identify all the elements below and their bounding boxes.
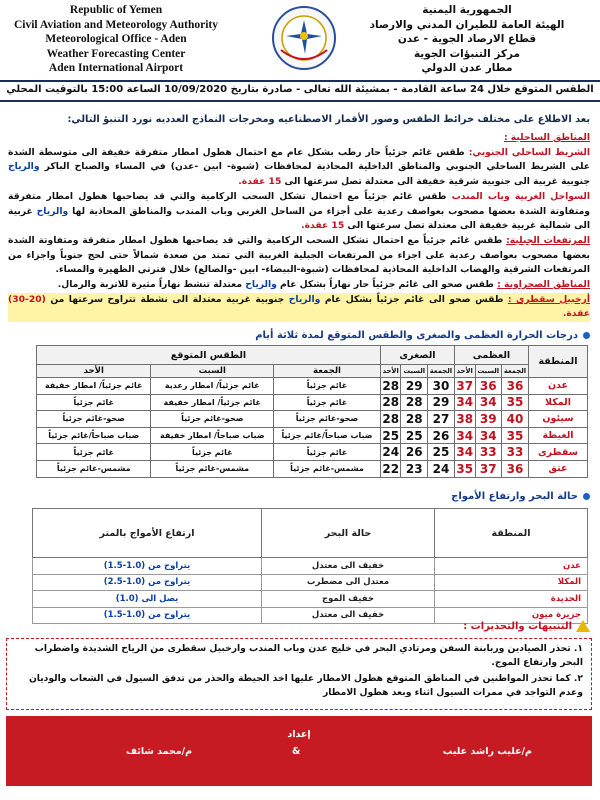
region-cell: سقطرى xyxy=(529,444,588,461)
sea-state-cell: خفيف الى معتدل xyxy=(262,607,435,624)
wave-height-cell: يتراوح من (1.0-1.5) xyxy=(33,558,262,575)
region-cell: عدن xyxy=(529,378,588,395)
max-temp-cell: 37 xyxy=(475,460,501,477)
divider xyxy=(0,100,600,102)
sea-region-cell: الحديدة xyxy=(435,591,588,608)
sea-region-cell: المكلا xyxy=(435,574,588,591)
divider xyxy=(0,80,600,82)
max-temp-cell: 35 xyxy=(501,394,528,411)
region-cell: عتق xyxy=(529,460,588,477)
west-coast-paragraph xyxy=(8,190,590,234)
min-temp-cell: 24 xyxy=(382,445,400,460)
wind-label: والرياح xyxy=(36,205,69,217)
min-temp-cell: 27 xyxy=(427,411,454,428)
south-coast-paragraph xyxy=(8,146,590,190)
min-temp-cell: 25 xyxy=(427,444,454,461)
west-coast-text: طقس غائم جزئياً مع احتمال تشكل السحب الركامية والتي قد يصاحبها هطول امطار متفرقة ومتفاوتة الشدة بعضها مصحوب بعواصف رعدية على أجزاء من الساحل الغربي وباب المندب والمناطق المحاذية لها xyxy=(8,190,590,217)
wind-speed: 15 عقدة. xyxy=(301,220,345,232)
weather-cell: مشمس-غائم جزئياً xyxy=(151,460,274,477)
temperature-table xyxy=(36,345,588,478)
forecast-header: الطقس المتوقع xyxy=(37,346,381,365)
bullet-icon xyxy=(583,493,590,500)
day-header: السبت xyxy=(151,365,274,378)
day-header: الجمعة xyxy=(501,365,528,378)
min-temp-cell: 22 xyxy=(382,461,400,476)
west-coast-title: السواحل الغربية وباب المندب xyxy=(451,190,590,202)
civil-aviation-meteorology-logo xyxy=(267,4,341,74)
weather-cell: مشمس-غائم جزئياً xyxy=(37,460,151,477)
highlands-paragraph xyxy=(8,234,590,278)
min-temp-cell: 29 xyxy=(427,394,454,411)
min-header: الصغرى xyxy=(380,346,454,365)
sea-section-title xyxy=(451,491,590,502)
region-cell: سيئون xyxy=(529,411,588,428)
min-temp-cell: 28 xyxy=(401,411,427,428)
max-temp-cell: 34 xyxy=(456,395,474,410)
coastal-title: المناطق الساحلية : xyxy=(503,132,590,143)
wind-label: والرياح xyxy=(8,161,40,173)
header-english xyxy=(6,3,226,76)
max-temp-cell: 34 xyxy=(456,428,474,443)
desert-title: المناطق الصحراوية : xyxy=(497,279,590,291)
table-row xyxy=(33,574,588,591)
header xyxy=(0,0,600,80)
weather-cell: غائم جزئياً xyxy=(37,394,151,411)
min-temp-cell: 28 xyxy=(382,378,400,393)
weather-cell: غائم جزئياً/ امطار رعدية xyxy=(151,378,274,395)
header-en-line: Meteorological Office - Aden xyxy=(45,33,187,46)
sea-region-header: المنطقة xyxy=(435,509,588,558)
day-header: الأحد xyxy=(380,365,401,378)
table-row xyxy=(33,558,588,575)
west-coast-wind-text: غربية الى شمالية غربية خفيفة الى معتدلة تصل سرعتها الى xyxy=(8,205,590,232)
max-temp-cell: 33 xyxy=(501,444,528,461)
highlands-title: المرتفعات الجبلية: xyxy=(506,234,591,246)
temperature-title-text: درجات الحرارة العظمى والصغرى والطقس المتوقع لمدة ثلاثة أيام xyxy=(255,330,578,341)
socotra-wind-text: جنوبية غربية معتدلة الى نشطة تتراوح سرعتها من xyxy=(50,293,285,305)
ampersand: & xyxy=(292,746,301,757)
weather-cell: ضباب صباحاً/غائم جزئياً xyxy=(37,427,151,444)
day-header: السبت xyxy=(475,365,501,378)
header-en-line: Civil Aviation and Meteorology Authority xyxy=(13,18,219,31)
author-name: م/محمد شائف xyxy=(126,746,193,757)
day-header: السبت xyxy=(401,365,427,378)
weather-cell: غائم جزئياً xyxy=(274,444,381,461)
min-temp-cell: 25 xyxy=(382,428,400,443)
region-cell: الغيظة xyxy=(529,427,588,444)
day-header: الجمعة xyxy=(427,365,454,378)
sea-state-header: حالة البحر xyxy=(262,509,435,558)
weather-cell: غائم جزئياً xyxy=(274,394,381,411)
warnings-box xyxy=(6,638,592,710)
table-row xyxy=(37,378,588,395)
weather-cell: غائم جزئياً xyxy=(274,378,381,395)
min-temp-cell: 28 xyxy=(382,411,400,426)
socotra-title: أرخبيل سقطرى : xyxy=(507,293,590,305)
temperature-section-title xyxy=(255,330,590,341)
max-temp-cell: 33 xyxy=(475,444,501,461)
min-temp-cell: 24 xyxy=(427,460,454,477)
desert-text: طقس صحو الى غائم جزئياً حار نهاراً بشكل عام xyxy=(280,279,494,291)
wind-speed: 15 عقدة. xyxy=(238,176,282,188)
wave-height-header: ارتفاع الأمواج بالمتر xyxy=(33,509,262,558)
wave-height-cell: يتراوح من (1.0-1.5) xyxy=(33,607,262,624)
warning-item: ٢. كما تحذر المواطنين في المناطق المتوقع هطول الامطار عليها اخذ الحيطة والحذر من تدفق السيول في الشعاب والوديان وعدم التواجد في ممرات السيول اثناء وبعد هطول الامطار xyxy=(28,673,583,698)
min-temp-cell: 28 xyxy=(382,395,400,410)
weather-cell: غائم جزئياً xyxy=(151,444,274,461)
bullet-icon xyxy=(583,332,590,339)
table-row xyxy=(37,444,588,461)
warnings-title-text: التنبيهات والتحذيرات : xyxy=(463,621,572,632)
region-header: المنطقة xyxy=(529,346,588,378)
prepared-by-footer xyxy=(6,716,592,786)
min-temp-cell: 29 xyxy=(401,378,427,395)
header-ar-line: الجمهورية اليمنية xyxy=(422,4,512,16)
wave-height-cell: يصل الى (1.0) xyxy=(33,591,262,608)
header-en-line: Republic of Yemen xyxy=(69,4,163,16)
max-temp-cell: 34 xyxy=(475,427,501,444)
issue-line: الطقس المتوقع خلال 24 ساعة القادمة - بمشيئة الله تعالى - صادرة بتاريخ 10/09/2020 الساعة 15:00 بالتوقيت المحلي xyxy=(6,84,594,95)
weather-cell: مشمس-غائم جزئياً xyxy=(274,460,381,477)
max-temp-cell: 36 xyxy=(501,378,528,395)
day-header: الجمعة xyxy=(274,365,381,378)
sea-title-text: حالة البحر وارتفاع الأمواج xyxy=(451,491,578,502)
weather-cell: ضباب صباحاً/ امطار خفيفة xyxy=(151,427,274,444)
author-name: م/عليب راشد عليب xyxy=(442,746,532,757)
table-row xyxy=(37,394,588,411)
south-coast-text: طقس غائم جزئياً حار رطب بشكل عام مع احتمال هطول امطار متفرقة خفيفة الى متوسطة الشدة على الشريط الساحلي الجنوبي والمناطق الداخلية المحاذية لمحافظات (شبوة- ابين -عدن) في المساء والصباح الباكر xyxy=(8,146,591,173)
day-header: الأحد xyxy=(37,365,151,378)
weather-cell: غائم جزئياً xyxy=(37,444,151,461)
socotra-text: طقس صحو الى غائم جزئياً بشكل عام xyxy=(324,293,504,305)
min-temp-cell: 30 xyxy=(427,378,454,395)
min-temp-cell: 23 xyxy=(401,460,427,477)
min-temp-cell: 26 xyxy=(427,427,454,444)
wave-height-cell: يتراوح من (1.0-2.5) xyxy=(33,574,262,591)
highlands-text: طقس غائم جزئياً مع احتمال تشكل السحب الركامية والتي قد يصاحبها هطول امطار متفرقة ومتفاوتة الشدة بعضها مصحوب بعواصف رعدية على اجزاء من المرتفعات الجبلية الغربية التي تمتد من صعدة شمالاً حتى لحج جنوباً واجزاء من المرتفعات الشرقية والهضاب الداخلية المحاذية لمحافظات (شبوة-البيضاء- ابين -والضالع) خلال فترتي الظهيرة والمساء. xyxy=(8,234,590,276)
wind-label: والرياح xyxy=(288,293,321,305)
weather-cell: غائم جزئياً/ امطار خفيفة xyxy=(151,394,274,411)
header-ar-line: قطاع الارصاد الجوية - عدن xyxy=(397,33,537,46)
table-row xyxy=(37,427,588,444)
weather-cell: صحو-غائم جزئياً xyxy=(37,411,151,428)
wind-label: والرياح xyxy=(245,279,277,291)
intro-text: بعد الاطلاع على مختلف خرائط الطقس وصور الأقمار الاصطناعيه ومخرجات النماذج العدديه نورد التنبؤ التالي: xyxy=(67,114,590,125)
max-temp-cell: 34 xyxy=(475,394,501,411)
desert-wind-text: معتدلة تنشط نهاراً مثيرة للاتربة والرمال. xyxy=(57,279,243,291)
prepared-by-label: إعداد xyxy=(287,729,311,740)
sea-state-cell: معتدل الى مضطرب xyxy=(262,574,435,591)
max-header: العظمى xyxy=(454,346,528,365)
table-row xyxy=(37,411,588,428)
region-cell: المكلا xyxy=(529,394,588,411)
max-temp-cell: 37 xyxy=(456,378,474,393)
socotra-paragraph xyxy=(8,293,590,322)
table-row xyxy=(33,591,588,608)
warning-icon xyxy=(576,620,590,632)
min-temp-cell: 26 xyxy=(401,444,427,461)
desert-paragraph xyxy=(8,278,590,293)
max-temp-cell: 36 xyxy=(475,378,501,395)
south-coast-title: الشريط الساحلي الجنوبي: xyxy=(468,146,590,158)
weather-cell: صحو-غائم جزئياً xyxy=(151,411,274,428)
header-ar-line: مطار عدن الدولي xyxy=(421,62,513,75)
sea-region-cell: عدن xyxy=(435,558,588,575)
forecast-text xyxy=(8,131,590,322)
sea-state-cell: خفيف الى معتدل xyxy=(262,558,435,575)
header-arabic xyxy=(342,3,592,76)
weather-cell: ضباب صباحاً/غائم جزئياً xyxy=(274,427,381,444)
header-en-line: Aden International Airport xyxy=(48,62,184,75)
weather-cell: غائم جزئياً/ امطار خفيفة xyxy=(37,378,151,395)
header-ar-line: الهيئة العامة للطيران المدني والارصاد xyxy=(369,18,565,31)
table-row xyxy=(37,460,588,477)
max-temp-cell: 34 xyxy=(456,445,474,460)
max-temp-cell: 36 xyxy=(501,460,528,477)
max-temp-cell: 35 xyxy=(501,427,528,444)
max-temp-cell: 39 xyxy=(475,411,501,428)
max-temp-cell: 38 xyxy=(456,411,474,426)
sea-region-cell: جزيرة ميون xyxy=(435,607,588,624)
header-en-line: Weather Forecasting Center xyxy=(46,47,186,60)
max-temp-cell: 35 xyxy=(456,461,474,476)
warnings-title xyxy=(463,620,590,632)
wind-speed: (20-30) عقدة. xyxy=(8,293,590,320)
max-temp-cell: 40 xyxy=(501,411,528,428)
min-temp-cell: 25 xyxy=(401,427,427,444)
day-header: الأحد xyxy=(454,365,475,378)
sea-state-table xyxy=(32,508,588,624)
header-ar-line: مركز التنبؤات الجوية xyxy=(413,47,521,60)
south-coast-wind-text: جنوبية غربية الى جنوبية شرقية خفيفة الى معتدلة تصل سرعتها الى xyxy=(284,176,590,188)
warning-item: ١. تحذر الصيادين وربابنة السفن ومرتادي البحر في خليج عدن وباب المندب وارخبيل سقطرى من الرياح الشديدة واضطراب البحر وارتفاع الموج. xyxy=(34,643,583,668)
weather-cell: صحو-غائم جزئياً xyxy=(274,411,381,428)
min-temp-cell: 28 xyxy=(401,394,427,411)
sea-state-cell: خفيف الموج xyxy=(262,591,435,608)
